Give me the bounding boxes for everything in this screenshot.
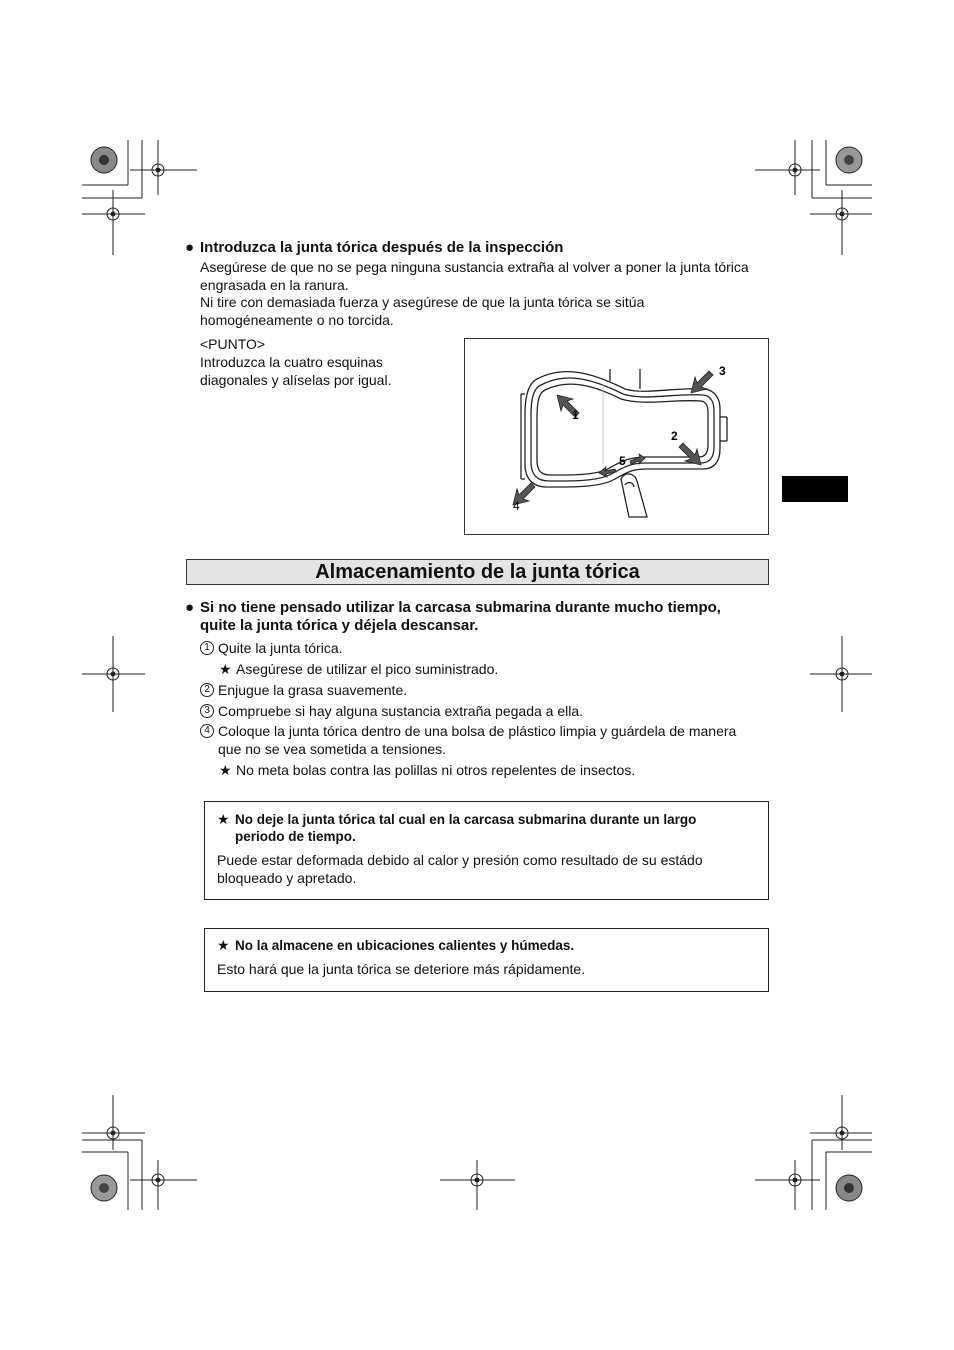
warning-1-heading-line-2: periodo de tiempo. — [235, 829, 356, 844]
inspection-line-3: Ni tire con demasiada fuerza y asegúrese de que la junta tórica se sitúa — [200, 294, 645, 310]
step-1-note: Asegúrese de utilizar el pico suministrado. — [236, 661, 499, 677]
warning-2-heading: No la almacene en ubicaciones calientes y húmedas. — [235, 938, 575, 953]
storage-heading-line-1: Si no tiene pensado utilizar la carcasa submarina durante mucho tiempo, — [200, 599, 721, 616]
inspection-line-2: engrasada en la ranura. — [200, 277, 349, 293]
point-line-2: diagonales y alíselas por igual. — [200, 372, 392, 388]
o-ring-figure — [464, 338, 769, 535]
bullet-icon: ● — [185, 239, 195, 256]
step-2-text: Enjugue la grasa suavemente. — [218, 682, 408, 698]
step-number-3: 3 — [200, 704, 214, 718]
point-label: <PUNTO> — [200, 336, 266, 352]
warning-1-body-line-1: Puede estar deformada debido al calor y presión como resultado de su estádo — [217, 852, 703, 868]
figure-label-3: 3 — [719, 364, 726, 378]
step-4-note: No meta bolas contra las polillas ni otros repelentes de insectos. — [236, 762, 636, 778]
figure-label-5: 5 — [619, 454, 626, 468]
step-number-1: 1 — [200, 641, 214, 655]
figure-label-1: 1 — [572, 408, 579, 422]
step-3-text: Compruebe si hay alguna sustancia extraña pegada a ella. — [218, 703, 584, 719]
o-ring-illustration — [465, 339, 768, 534]
inspection-line-4: homogéneamente o no torcida. — [200, 312, 394, 328]
figure-label-2: 2 — [671, 429, 678, 443]
warning-box-deformation — [204, 801, 769, 900]
storage-section-title: Almacenamiento de la junta tórica — [186, 559, 769, 585]
star-icon: ★ — [217, 937, 230, 953]
section-tab-marker — [782, 476, 848, 502]
warning-1-body-line-2: bloqueado y apretado. — [217, 870, 357, 886]
step-1-text: Quite la junta tórica. — [218, 640, 343, 656]
star-icon: ★ — [219, 661, 232, 677]
warning-2-body: Esto hará que la junta tórica se deteriore más rápidamente. — [217, 961, 586, 977]
step-number-2: 2 — [200, 683, 214, 697]
warning-box-storage-location — [204, 928, 769, 992]
point-line-1: Introduzca la cuatro esquinas — [200, 354, 383, 370]
inspection-heading-text: Introduzca la junta tórica después de la inspección — [200, 239, 564, 256]
star-icon: ★ — [219, 762, 232, 778]
step-number-4: 4 — [200, 724, 214, 738]
warning-1-heading-line-1: No deje la junta tórica tal cual en la carcasa submarina durante un largo — [235, 812, 697, 827]
star-icon: ★ — [217, 811, 230, 827]
step-4-text-cont: que no se vea sometida a tensiones. — [218, 741, 447, 757]
step-4-text: Coloque la junta tórica dentro de una bolsa de plástico limpia y guárdela de manera — [218, 723, 737, 739]
storage-heading-line-2: quite la junta tórica y déjela descansar. — [200, 617, 479, 634]
figure-label-4: 4 — [513, 499, 520, 513]
inspection-line-1: Asegúrese de que no se pega ninguna sustancia extraña al volver a poner la junta tórica — [200, 259, 749, 275]
bullet-icon: ● — [185, 599, 195, 616]
